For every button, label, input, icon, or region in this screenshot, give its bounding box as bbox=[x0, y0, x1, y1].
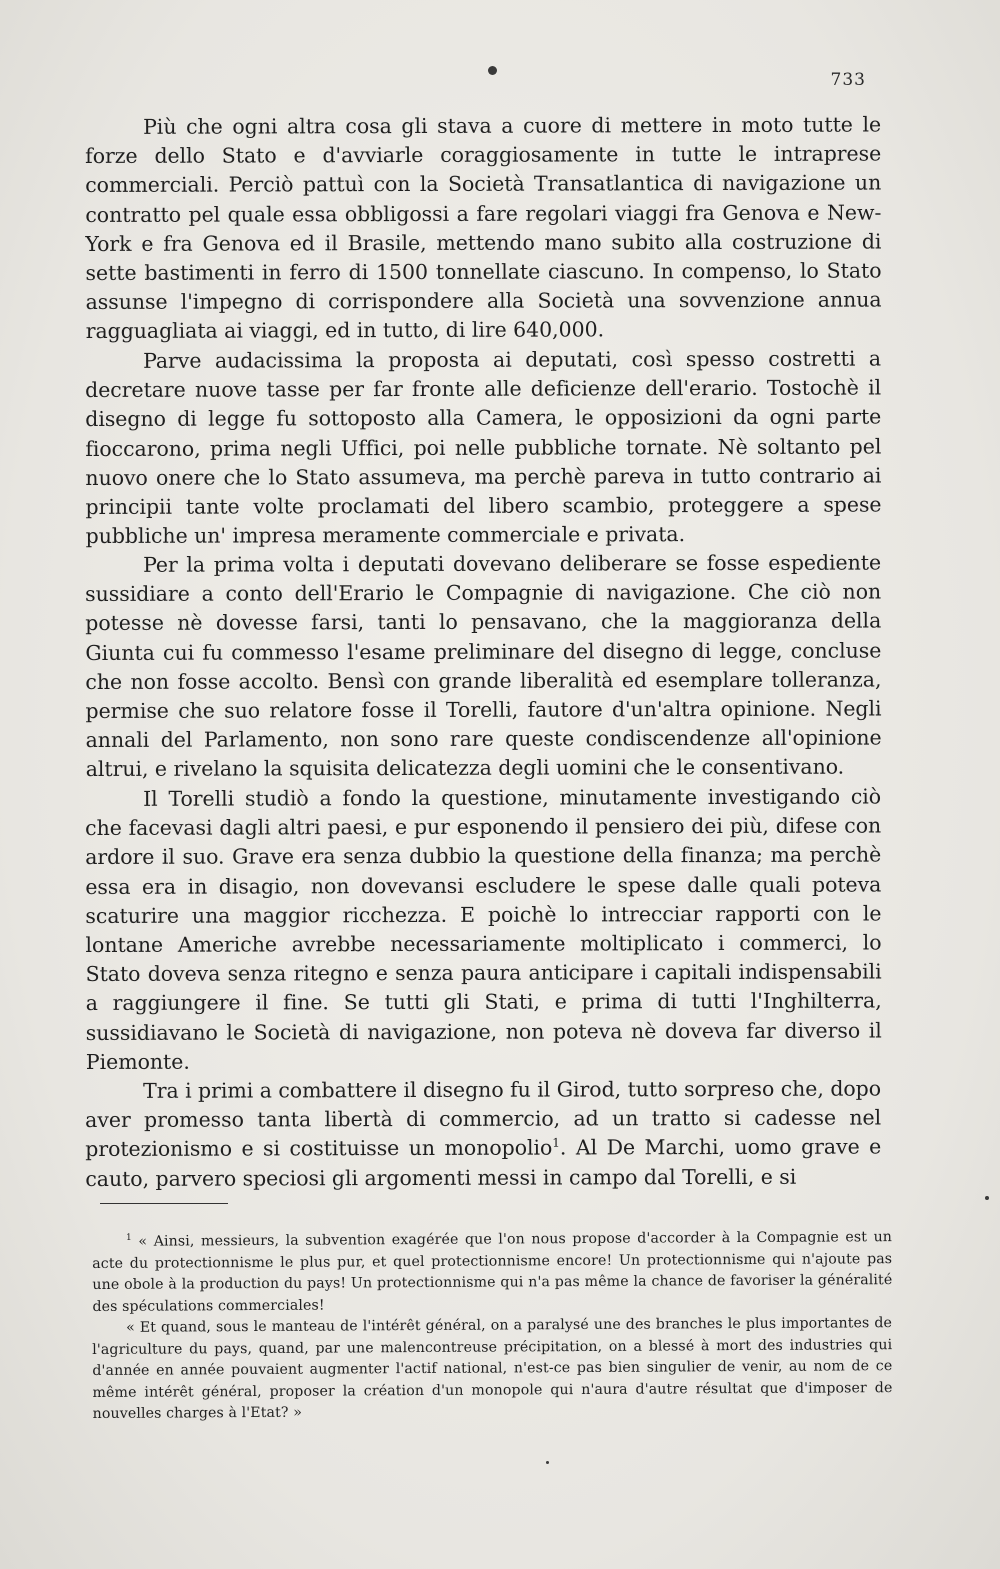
paragraph-text: . Al De Marchi, uomo grave e cauto, parvero speciosi gli argomenti messi in campo dal Torelli, e si bbox=[85, 1134, 882, 1191]
footnote bbox=[92, 1313, 893, 1425]
footnote-reference[interactable]: 1 bbox=[552, 1135, 560, 1150]
ink-speck bbox=[985, 1196, 989, 1200]
paragraph: Il Torelli studiò a fondo la questione, minutamente investigando ciò che facevasi dagli altri paesi, e pur esponendo il pensiero dei più, difese con ardore il suo. Grave era senza dubbio la questione della finanza; ma perchè essa era in disagio, non dovevansi escludere le spese dalle quali poteva scaturire una maggior ricchezza. E poichè lo intrecciar rapporti con le lontane Americhe avrebbe necessariamente moltiplicato i commerci, lo Stato doveva senza ritegno e senza paura anticipare i capitali indispensabili a raggiungere il fine. Se tutti gli Stati, e prima di tutti l'Inghilterra, sussidiavano le Società di navigazione, non poteva nè doveva far diverso il Piemonte. bbox=[85, 784, 882, 1074]
paragraph-last bbox=[85, 1074, 881, 1193]
footnote-text: « Et quand, sous le manteau de l'intérêt général, on a paralysé une des branches le plus importantes de l'agriculture du pays, quand, par une malencontreuse précipitation, on a blessé à mort des industries qui d'année en année pouvaient augmenter l'actif national, n'est-ce pas bien singulier de venir, au nom de ce même intérêt général, proposer la création d'un monopole qui n'aura d'autre résultat que d'imposer de nouvelles charges à l'Etat? » bbox=[92, 1315, 893, 1422]
footnote-mark: 1 bbox=[126, 1233, 132, 1244]
paragraph: Per la prima volta i deputati dovevano deliberare se fosse espediente sussidiare a conto dell'Erario le Compagnie di navigazione. Che ciò non potesse nè dovesse farsi, tanti lo pensavano, che la maggioranza della Giunta cui fu commesso l'esame preliminare del disegno di legge, concluse che non fosse accolto. Bensì con grande liberalità ed esemplare tolleranza, permise che suo relatore fosse il Torelli, fautore d'un'altra opinione. Negli annali del Parlamento, non sono rare queste condiscendenze all'opinione altrui, e rivelano la squisita delicatezza degli uomini che le consentivano. bbox=[85, 550, 882, 782]
footnotes bbox=[92, 1229, 893, 1426]
paragraph: Più che ogni altra cosa gli stava a cuore di mettere in moto tutte le forze dello Stato e d'avviarle coraggiosamente in tutte le intraprese commerciali. Perciò pattuì con la Società Transatlantica di navigazione un contratto pel quale essa obbligossi a fare regolari viaggi fra Genova e New-York e fra Genova ed il Brasile, mettendo mano subito alla costruzione di sette bastimenti in ferro di 1500 tonnellate ciascuno. In compenso, lo Stato assunse l'impegno di corrispondere alla Società una sovvenzione annua ragguagliata ai viaggi, ed in tutto, di lire 640,000. bbox=[85, 112, 882, 344]
main-text bbox=[85, 113, 881, 1194]
footnote-divider bbox=[100, 1203, 228, 1204]
ink-speck bbox=[546, 1461, 549, 1464]
paragraph-text: Tra i primi a combattere il disegno fu il Girod, tutto sorpreso che, dopo aver promesso tanta libertà di commercio, ad un tratto si cadesse nel protezionismo e si costituisse un monopolio bbox=[85, 1076, 882, 1162]
paragraph: Parve audacissima la proposta ai deputati, così spesso costretti a decretare nuove tasse per far fronte alle deficienze dell'erario. Tostochè il disegno di legge fu sottoposto alla Camera, le opposizioni da ogni parte fioccarono, prima negli Uffici, poi nelle pubbliche tornate. Nè soltanto pel nuovo onere che lo Stato assumeva, ma perchè pareva in tutto contrario ai principii tante volte proclamati del libero scambio, proteggere a spese pubbliche un' impresa meramente commerciale e privata. bbox=[85, 346, 882, 548]
footnote-text: « Ainsi, messieurs, la subvention exagérée que l'on nous propose d'accorder à la Compagnie est un acte du protectionnisme le plus pur, et quel protectionnisme encore! Un protectionnisme qui n'ajoute pas une obole à la production du pays! Un protectionnisme qui n'a pas même la chance de favoriser la généralité des spéculations commerciales! bbox=[92, 1229, 893, 1315]
footnote bbox=[92, 1227, 893, 1318]
ink-speck bbox=[488, 66, 497, 75]
page-number: 733 bbox=[830, 70, 866, 90]
